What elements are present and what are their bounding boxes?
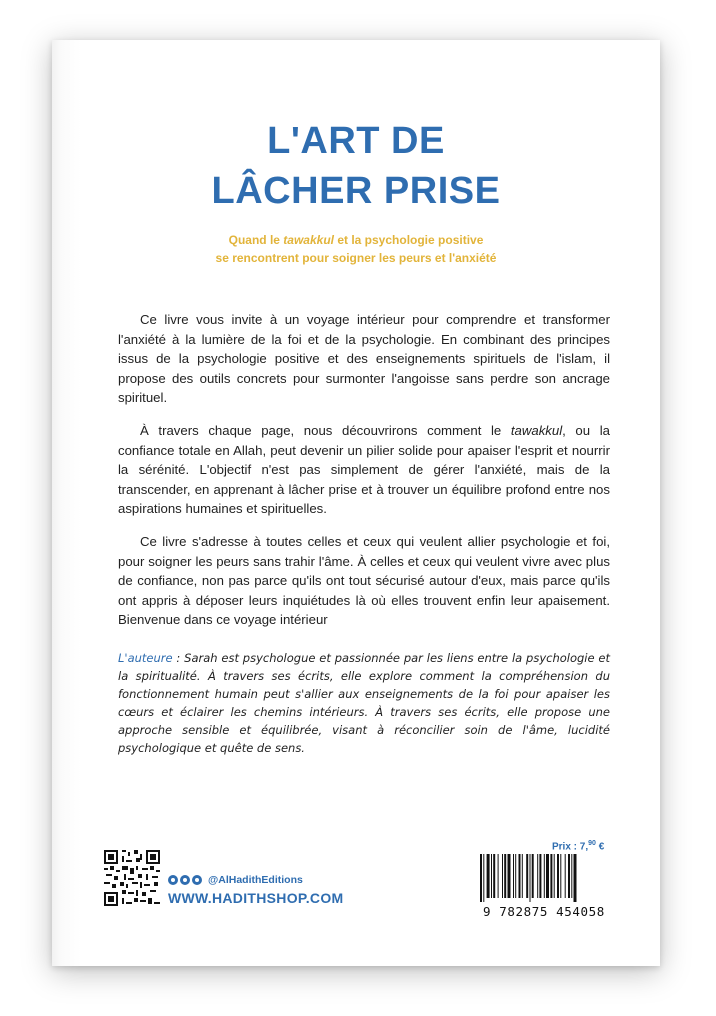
book-title xyxy=(52,116,660,216)
paragraph-text: À travers chaque page, nous découvrirons comment le xyxy=(140,422,511,438)
paragraph-text: , ou la confiance totale en Allah, peut devenir un pilier solide pour apaiser l'esprit et nourrir la sérénité. L'objectif n'est pas simplement de gérer l'anxiété, mais de la transcender, en apprenant à lâcher prise et à trouver un équilibre profond entre nos aspirations humaines et spirituelles. xyxy=(118,422,610,517)
subtitle-text: se rencontrent pour soigner les peurs et l'anxiété xyxy=(215,251,497,265)
isbn-number: 9 782875 454058 xyxy=(483,904,605,919)
book-subtitle xyxy=(52,231,660,267)
description xyxy=(118,310,610,643)
description-paragraph-3: Ce livre s'adresse à toutes celles et ceux qui veulent allier psychologie et foi, pour soigner les peurs sans trahir l'âme. À celles et ceux qui veulent vivre avec plus de confiance, non pas parce qu'ils ont tout sécurisé autour d'eux, mais parce qu'ils ont appris à déposer leurs inquiétudes là où elles trouvent enfin leur apaisement. Bienvenue dans ce voyage intérieur xyxy=(118,533,610,628)
author-label: L'auteure xyxy=(118,651,173,665)
book-back-cover xyxy=(52,40,660,966)
price-label xyxy=(552,840,604,852)
barcode-icon xyxy=(476,854,612,902)
author-bio xyxy=(118,649,610,757)
subtitle-text: et la psychologie positive xyxy=(334,233,484,247)
author-bio-text: : Sarah est psychologue et passionnée par les liens entre la psychologie et la spiritualité. À travers ses écrits, elle explore comment la compréhension du fonctionnement humain peut s'allier aux enseignements de la foi pour apaiser les cœurs et éclairer les chemins intérieurs. À travers ses écrits, elle propose une approche sensible et équilibrée, visant à réconcilier soin de l'âme, lucidité psychologique et quête de sens. xyxy=(118,651,610,755)
price-currency: € xyxy=(595,841,605,853)
social-row xyxy=(168,874,303,886)
website-url: WWW.HADITHSHOP.COM xyxy=(168,890,344,906)
price-text: Prix : 7, xyxy=(552,841,589,853)
title-line-1: L'ART DE xyxy=(267,120,445,162)
subtitle-emphasis: tawakkul xyxy=(283,233,334,247)
instagram-icon xyxy=(180,875,190,885)
description-paragraph-1: Ce livre vous invite à un voyage intérieur pour comprendre et transformer l'anxiété à la lumière de la foi et de la psychologie. En combinant des principes issus de la psychologie positive et des enseignements spirituels de l'islam, il propose des outils concrets pour surmonter l'angoisse sans perdre son ancrage spirituel. xyxy=(118,312,610,406)
book-back-cover-shadow xyxy=(52,40,660,966)
facebook-icon xyxy=(168,875,178,885)
paragraph-emphasis: tawakkul xyxy=(510,422,563,438)
barcode xyxy=(474,854,614,920)
youtube-icon xyxy=(192,875,202,885)
subtitle-text: Quand le xyxy=(228,233,284,247)
price-cents: 90 xyxy=(588,840,596,847)
social-handle: @AlHadithEditions xyxy=(208,874,303,886)
description-paragraph-2 xyxy=(118,421,610,519)
title-line-2: LÂCHER PRISE xyxy=(211,170,501,212)
qr-code-icon xyxy=(104,850,160,906)
